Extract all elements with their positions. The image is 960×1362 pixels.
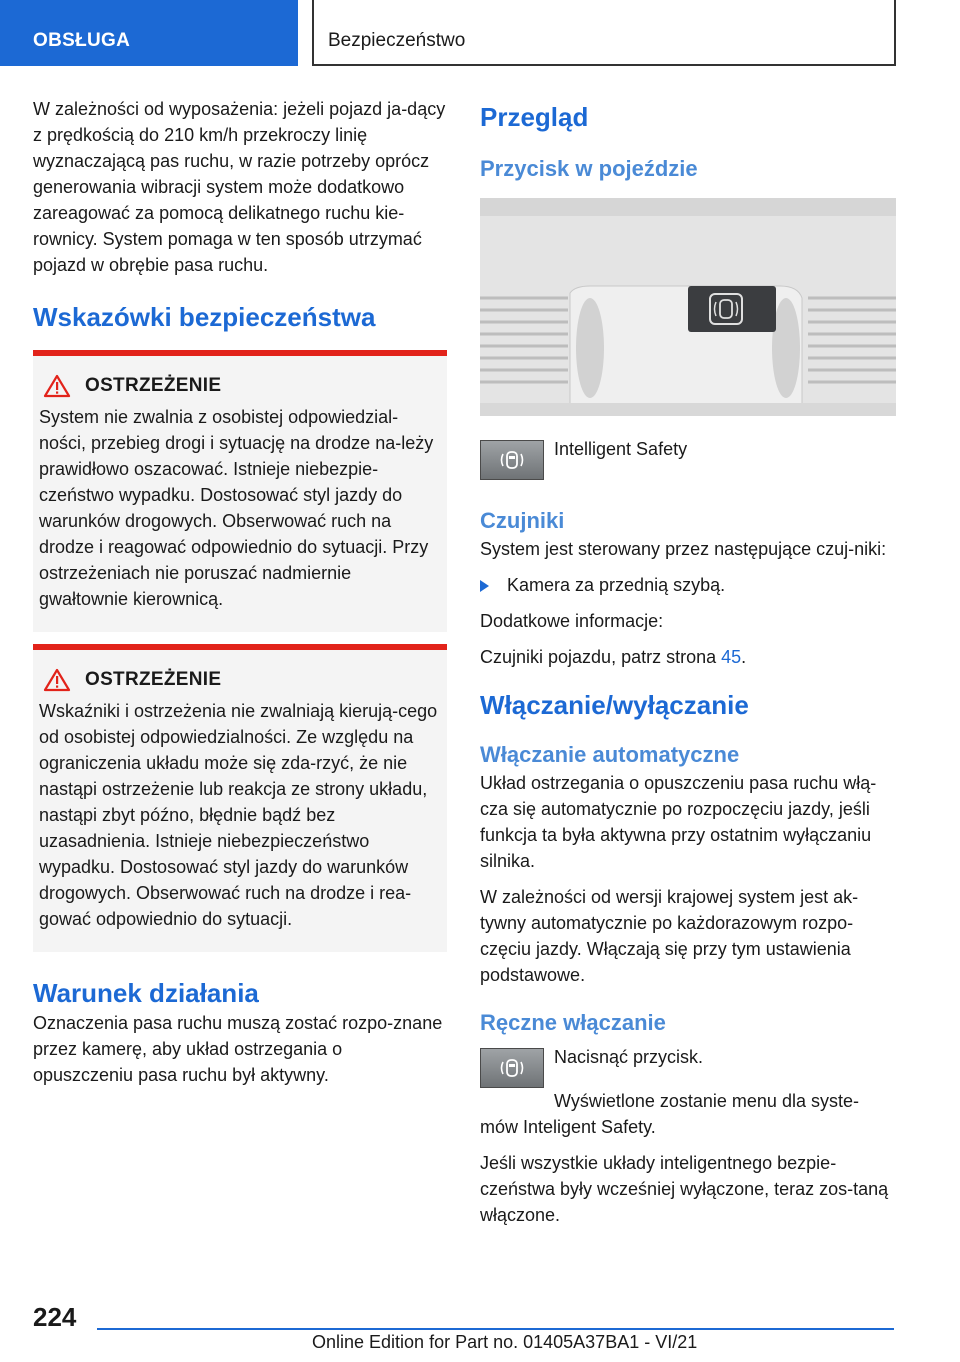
bullet-triangle-icon xyxy=(480,580,489,592)
manual-heading: Ręczne włączanie xyxy=(480,1010,666,1035)
warning-title: OSTRZEŻENIE xyxy=(85,375,222,396)
left-column xyxy=(33,96,447,1098)
manual-paragraph-1: Wyświetlone zostanie menu dla syste-mów Inteligent Safety. xyxy=(480,1091,859,1137)
page-link[interactable]: 45 xyxy=(721,647,742,667)
list-item xyxy=(480,572,896,598)
warning-title: OSTRZEŻENIE xyxy=(85,669,222,690)
safety-heading: Wskazówki bezpieczeństwa xyxy=(33,302,376,332)
intelligent-safety-label: Intelligent Safety xyxy=(554,439,688,459)
auto-heading: Włączanie automatyczne xyxy=(480,742,740,767)
manual-step: Nacisnąć przycisk. xyxy=(554,1047,704,1067)
onoff-heading: Włączanie/wyłączanie xyxy=(480,690,749,720)
sensors-reference: Czujniki pojazdu, patrz strona 45. xyxy=(480,647,747,667)
sensors-heading: Czujniki xyxy=(480,508,565,533)
warning-box-1 xyxy=(33,350,447,632)
chapter-title: Bezpieczeństwo xyxy=(328,30,466,51)
footer-divider xyxy=(97,1328,894,1330)
page-number: 224 xyxy=(33,1302,77,1332)
condition-paragraph: Oznaczenia pasa ruchu muszą zostać rozpo-znane przez kamerę, aby układ ostrzegania o opuszczeniu pasa ruchu był aktywny. xyxy=(33,1013,443,1085)
intelligent-safety-button[interactable] xyxy=(480,1048,544,1088)
auto-paragraph-1: Układ ostrzegania o opuszczeniu pasa ruchu włą-cza się automatycznie po rozpoczęciu jazdy, jeśli funkcja ta była aktywna przy ostatnim wyłączaniu silnika. xyxy=(480,773,877,871)
intelligent-safety-button[interactable] xyxy=(480,440,544,480)
warning-icon xyxy=(43,374,71,398)
condition-heading: Warunek działania xyxy=(33,978,259,1008)
warning-text: System nie zwalnia z osobistej odpowiedzial-ności, przebieg drogi i sytuację na drodze na-leży prawidłowo oszacować. Istnieje niebezpie-czeństwo wypadku. Dostosować styl jazdy do warunków drogowych. Obserwować ruch na drodze i reagować odpowiednio do sytuacji. Przy ostrzeżeniach nie poruszać nadmiernie gwałtownie kierownicą. xyxy=(39,407,434,609)
intro-paragraph: W zależności od wyposażenia: jeżeli pojazd ja-dący z prędkością do 210 km/h przekroczy linię wyznaczającą pas ruchu, w razie potrzeby oprócz generowania wibracji system może dodatkowo zareagować za pomocą delikatnego ruchu kie-rownicy. System pomaga w ten sposób utrzymać pojazd w obrębie pasa ruchu. xyxy=(33,99,446,275)
warning-box-2 xyxy=(33,644,447,952)
overview-heading: Przegląd xyxy=(480,102,589,132)
dashboard-vents-illustration xyxy=(480,198,896,416)
sensors-item: Kamera za przednią szybą. xyxy=(507,575,726,595)
manual-step-row xyxy=(480,1044,896,1088)
section-title: OBSŁUGA xyxy=(33,30,131,51)
intelligent-safety-icon xyxy=(499,1056,525,1080)
button-heading: Przycisk w pojeździe xyxy=(480,156,698,181)
warning-text: Wskaźniki i ostrzeżenia nie zwalniają kierują-cego od osobistej odpowiedzialności. Ze względu na ograniczenia układu może się zda-rzyć, że nie nastąpi ostrzeżenie lub reakcja ze strony układu, nastąpi zbyt późno, błędnie bądź bez uzasadnienia. Istnieje niebezpieczeństwo wypadku. Dostosować styl jazdy do warunków drogowych. Obserwować ruch na drodze i rea-gować odpowiednio do sytuacji. xyxy=(39,701,438,929)
sensors-paragraph: System jest sterowany przez następujące czuj-niki: xyxy=(480,539,887,559)
dashboard-button-photo xyxy=(480,198,896,416)
edition-text: Online Edition for Part no. 01405A37BA1 - VI/21 xyxy=(312,1332,698,1352)
manual-paragraph-2: Jeśli wszystkie układy inteligentnego bezpie-czeństwa były wcześniej wyłączone, teraz zos-taną włączone. xyxy=(480,1153,889,1225)
chapter-header xyxy=(312,0,896,66)
intelligent-safety-icon xyxy=(499,448,525,472)
warning-icon xyxy=(43,668,71,692)
right-column xyxy=(480,100,896,1238)
auto-paragraph-2: W zależności od wersji krajowej system jest ak-tywny automatycznie po każdorazowym rozpo-częciu jazdy. Włączają się przy tym ustawienia podstawowe. xyxy=(480,887,859,985)
extra-info-label: Dodatkowe informacje: xyxy=(480,611,664,631)
section-tab xyxy=(0,0,298,66)
intelligent-safety-row xyxy=(480,436,896,480)
